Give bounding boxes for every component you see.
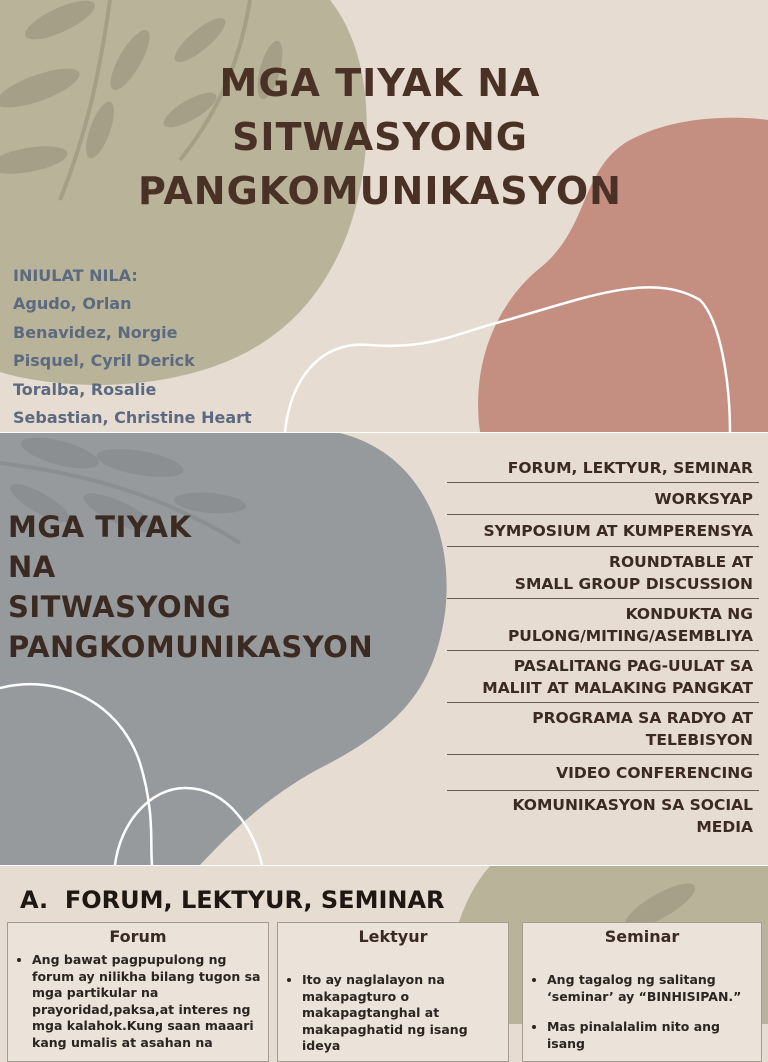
topic-item: SYMPOSIUM AT KUMPERENSYA — [447, 515, 759, 547]
topic-list — [447, 453, 759, 841]
presenter-name: Pisquel, Cyril Derick — [13, 351, 195, 370]
slide-title: MGA TIYAK NA SITWASYONG PANGKOMUNIKASYON — [138, 61, 622, 213]
presenters-block — [13, 262, 252, 433]
seminar-card — [522, 922, 762, 1062]
presenter-name: Agudo, Orlan — [13, 294, 132, 313]
presenters-label: INIULAT NILA: — [13, 266, 138, 285]
presenter-name: Benavidez, Norgie — [13, 322, 178, 342]
lektyur-card — [277, 922, 509, 1062]
topic-item: WORKSYAP — [447, 483, 759, 515]
forum-card — [7, 922, 269, 1062]
slide-title: A. FORUM, LEKTYUR, SEMINAR — [20, 886, 445, 914]
presenter-name: Sebastian, Christine Heart — [13, 408, 252, 427]
forum-lektyur-seminar-slide — [0, 866, 768, 1053]
card-heading: Seminar — [604, 927, 680, 946]
card-heading: Forum — [109, 927, 167, 946]
topic-item: PASALITANG PAG-UULAT SA MALIIT AT MALAKING PANGKAT — [447, 651, 759, 703]
card-heading: Lektyur — [358, 927, 428, 946]
presenters-list — [13, 290, 252, 433]
topic-item: KOMUNIKASYON SA SOCIAL MEDIA — [512, 796, 753, 836]
topic-item: PROGRAMA SA RADYO AT TELEBISYON — [447, 703, 759, 755]
bullet-item: • Ang bawat pagpupulong ng forum ay nilikha bilang tugon sa mga partikular na prayoridad,paksa,at interes ng mga kalahok.Kung saan maaari kang umalis at asahan na — [32, 952, 268, 1051]
topic-item: KONDUKTA NG PULONG/MITING/ASEMBLIYA — [447, 599, 759, 651]
presenter-name: Toralba, Rosalie — [13, 379, 157, 399]
slide-title: MGA TIYAK NA SITWASYONG PANGKOMUNIKASYON — [8, 510, 374, 664]
title-slide — [0, 0, 768, 432]
topics-slide — [0, 433, 768, 865]
card-bullets — [8, 952, 268, 1051]
topic-item: VIDEO CONFERENCING — [447, 755, 759, 791]
bullet-item: • Mas pinalalalim nito ang isang — [547, 1019, 761, 1052]
bullet-item: • Ang tagalog ng salitang ‘seminar’ ay “BINHISIPAN.” — [547, 972, 761, 1005]
topic-item: FORUM, LEKTYUR, SEMINAR — [447, 453, 759, 483]
card-bullets — [523, 952, 761, 1052]
bullet-item: • Ito ay naglalayon na makapagturo o makapagtanghal at makapaghatid ng isang ideya — [302, 972, 508, 1055]
card-bullets — [278, 952, 508, 1055]
topic-item: ROUNDTABLE AT SMALL GROUP DISCUSSION — [447, 547, 759, 599]
